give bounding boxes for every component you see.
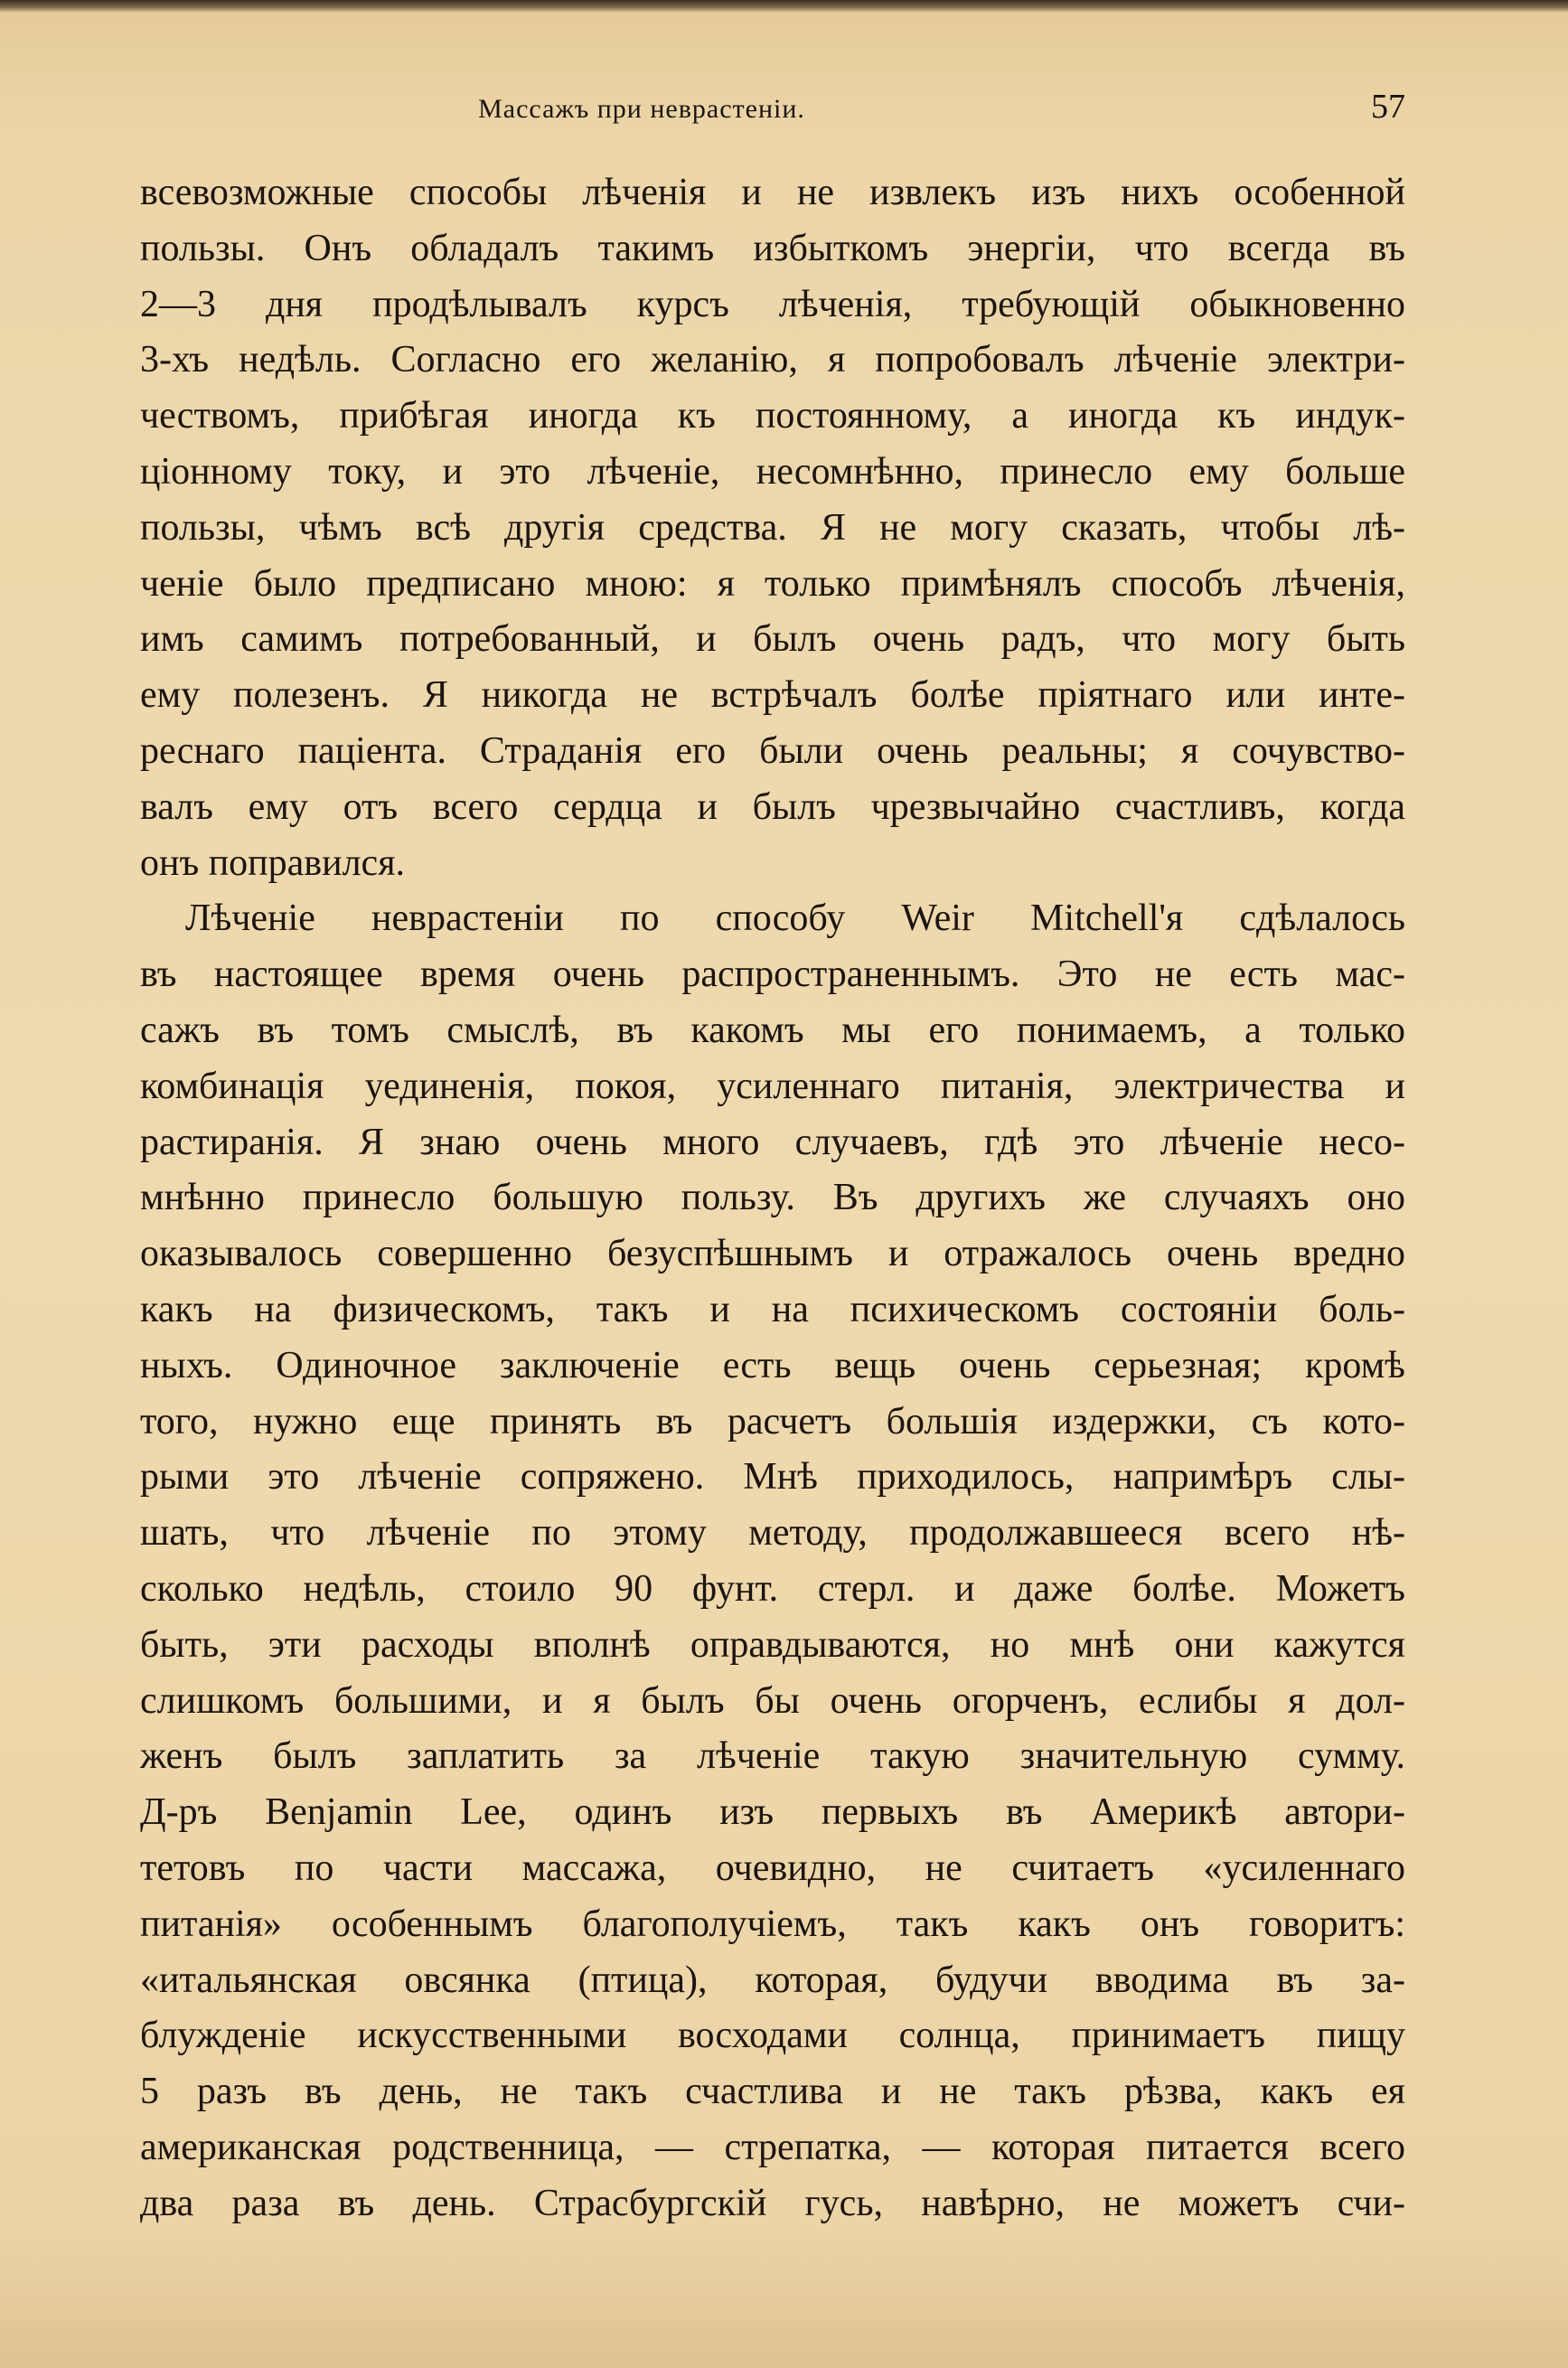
- text-line: американская родственница, — стрепатка, — которая питается всего: [140, 2126, 1405, 2168]
- running-head: [145, 87, 1405, 132]
- text-line: оказывалось совершенно безуспѣшнымъ и отражалось очень вредно: [140, 1233, 1405, 1275]
- text-line: чествомъ, прибѣгая иногда къ постоянному, а иногда къ индук-: [140, 395, 1405, 437]
- text-line: женъ былъ заплатить за лѣченіе такую значительную сумму.: [140, 1735, 1405, 1778]
- text-line: ныхъ. Одиночное заключеніе есть вещь очень серьезная; кромѣ: [140, 1344, 1405, 1386]
- text-line: комбинація уединенія, покоя, усиленнаго питанія, электричества и: [140, 1065, 1405, 1107]
- text-line: сажъ въ томъ смыслѣ, въ какомъ мы его понимаемъ, а только: [140, 1009, 1405, 1051]
- text-line: ченіе было предписано мною: я только примѣнялъ способъ лѣченія,: [140, 562, 1405, 605]
- page-number: 57: [1371, 88, 1405, 126]
- text-line: питанія» особеннымъ благополучіемъ, такъ какъ онъ говоритъ:: [140, 1903, 1405, 1945]
- text-line: ему полезенъ. Я никогда не встрѣчалъ болѣе пріятнаго или инте-: [140, 674, 1405, 717]
- text-line: 2—3 дня продѣлывалъ курсъ лѣченія, требующій обыкновенно: [140, 283, 1405, 325]
- text-line: того, нужно еще принять въ расчетъ большія издержки, съ кото-: [140, 1400, 1405, 1442]
- text-line: блужденіе искусственными восходами солнца, принимаетъ пищу: [140, 2015, 1405, 2057]
- text-line: какъ на физическомъ, такъ и на психическомъ состояніи боль-: [140, 1288, 1405, 1330]
- text-line: растиранія. Я знаю очень много случаевъ, гдѣ это лѣченіе несо-: [140, 1121, 1405, 1163]
- body-text: [140, 165, 1405, 2232]
- text-line: шать, что лѣченіе по этому методу, продолжавшееся всего нѣ-: [140, 1512, 1405, 1555]
- text-line: «итальянская овсянка (птица), которая, будучи вводима въ за-: [140, 1959, 1405, 2001]
- text-line: онъ поправился.: [140, 841, 406, 884]
- text-line: слишкомъ большими, и я былъ бы очень огорченъ, еслибы я дол-: [140, 1679, 1405, 1722]
- text-line: быть, эти расходы вполнѣ оправдываются, но мнѣ они кажутся: [140, 1623, 1405, 1666]
- running-title: Массажъ при неврастеніи.: [478, 94, 805, 124]
- text-line: два раза въ день. Страсбургскій гусь, навѣрно, не можетъ счи-: [140, 2182, 1405, 2224]
- text-line: 3-хъ недѣль. Согласно его желанію, я попробовалъ лѣченіе электри-: [140, 339, 1405, 381]
- text-line: Д-ръ Benjamin Lee, одинъ изъ первыхъ въ Америкѣ автори-: [140, 1791, 1405, 1834]
- text-line: пользы, чѣмъ всѣ другія средства. Я не могу сказать, чтобы лѣ-: [140, 506, 1405, 549]
- text-line: имъ самимъ потребованный, и былъ очень радъ, что могу быть: [140, 618, 1405, 661]
- text-line: въ настоящее время очень распространеннымъ. Это не есть мас-: [140, 954, 1405, 996]
- text-line: ціонному току, и это лѣченіе, несомнѣнно, принесло ему больше: [140, 450, 1405, 493]
- text-line: мнѣнно принесло большую пользу. Въ другихъ же случаяхъ оно: [140, 1177, 1405, 1219]
- text-line: всевозможные способы лѣченія и не извлекъ изъ нихъ особенной: [140, 172, 1405, 213]
- text-line: тетовъ по части массажа, очевидно, не считаетъ «усиленнаго: [140, 1846, 1405, 1889]
- page-top-edge: [0, 0, 1568, 13]
- text-line: реснаго паціента. Страданія его были очень реальны; я сочувство-: [140, 729, 1405, 772]
- text-line: валъ ему отъ всего сердца и былъ чрезвычайно счастливъ, когда: [140, 785, 1405, 828]
- text-line: пользы. Онъ обладалъ такимъ избыткомъ энергіи, что всегда въ: [140, 227, 1405, 269]
- text-line: сколько недѣль, стоило 90 фунт. стерл. и даже болѣе. Можетъ: [140, 1567, 1405, 1610]
- text-line: Лѣченіе неврастеніи по способу Weir Mitchell'я сдѣлалось: [185, 897, 1405, 940]
- text-line: рыми это лѣченіе сопряжено. Мнѣ приходилось, напримѣръ слы-: [140, 1456, 1405, 1499]
- text-line: 5 разъ въ день, не такъ счастлива и не такъ рѣзва, какъ ея: [140, 2071, 1405, 2113]
